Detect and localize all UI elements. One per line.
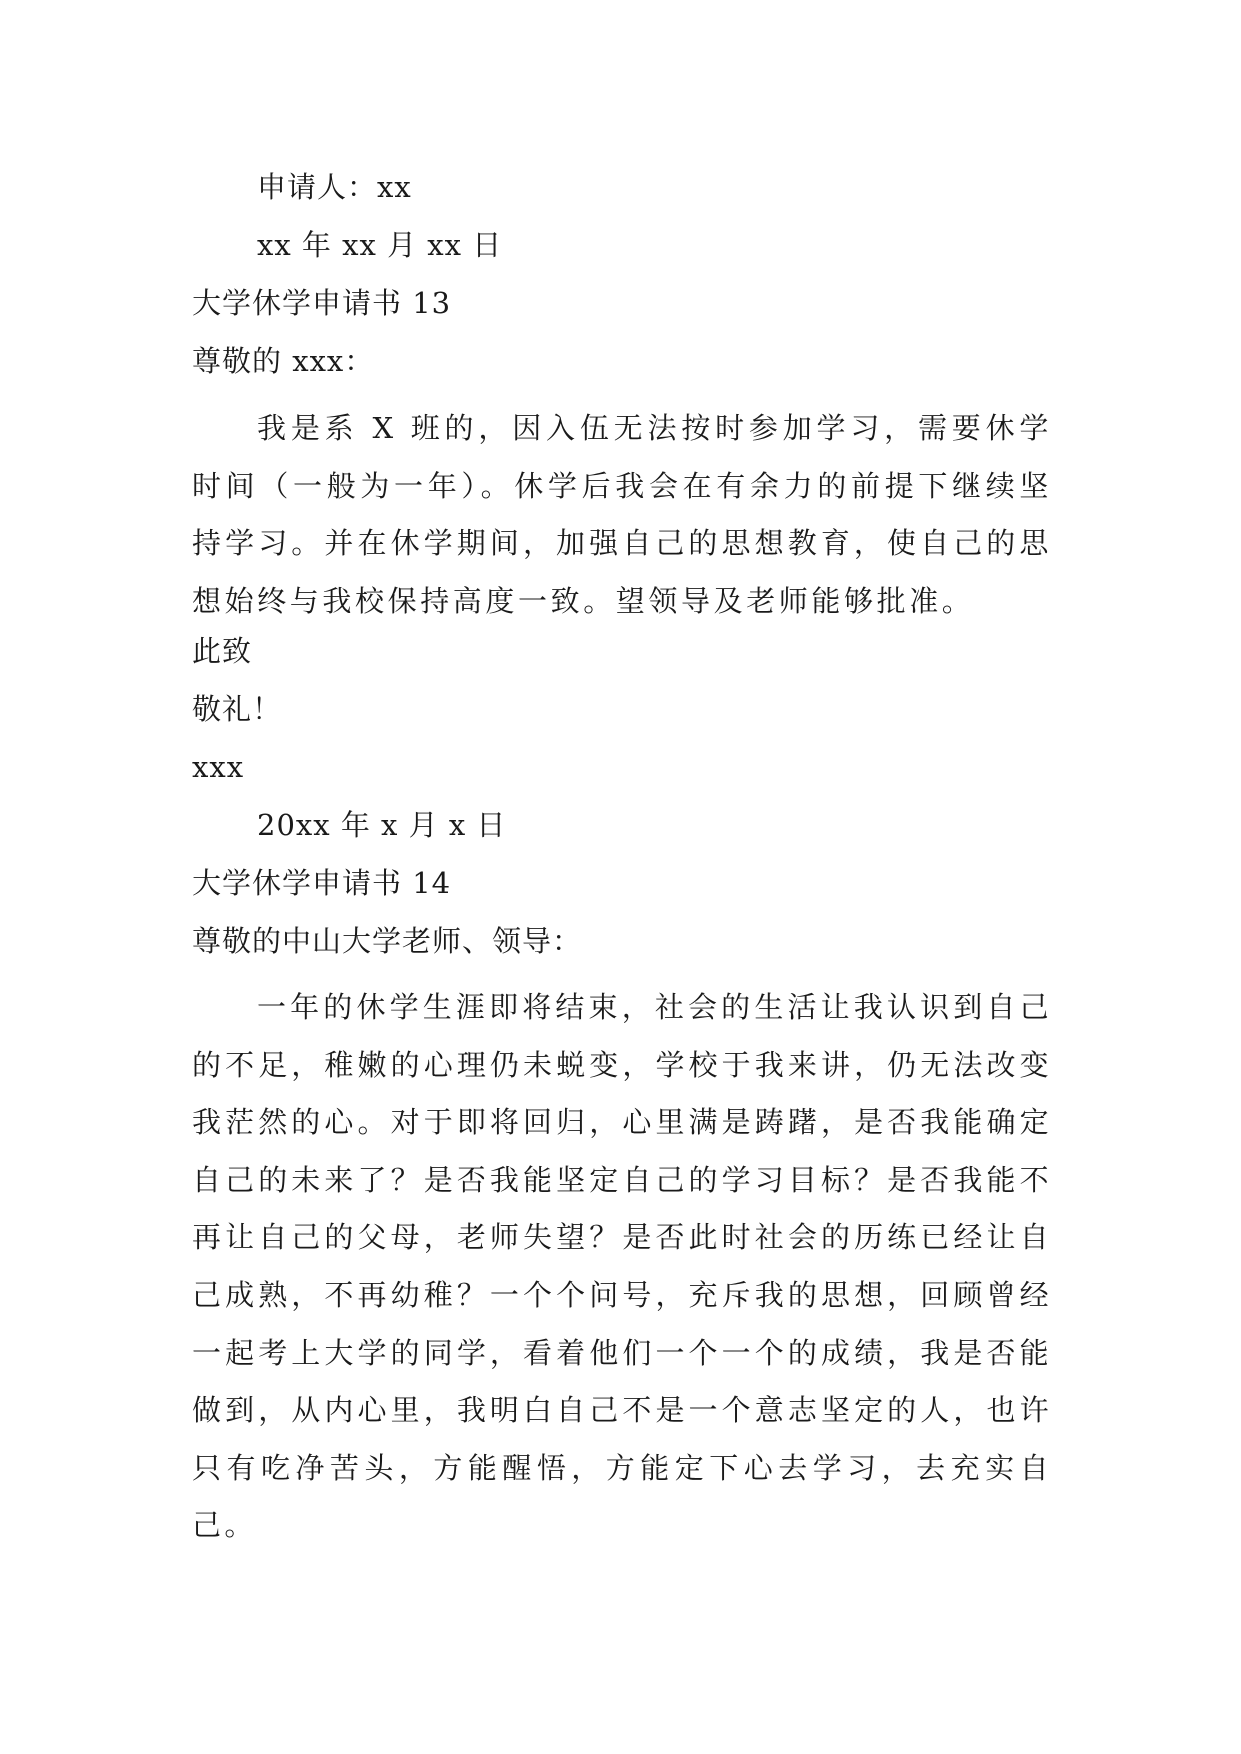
section-14-greeting: 尊敬的中山大学老师、领导： <box>192 924 583 958</box>
section-13-body: 我是系 X 班的，因入伍无法按时参加学习，需要休学时间（一般为一年）。休学后我会在有余力的前提下继续坚持学习。并在休学期间，加强自己的思想教育，使自己的思想始终与我校保持高度一致。望领导及老师能够批准。 <box>192 411 1052 618</box>
section-13-greeting: 尊敬的 xxx： <box>192 344 375 378</box>
section-14-body: 一年的休学生涯即将结束，社会的生活让我认识到自己的不足，稚嫩的心理仍未蜕变，学校于我来讲，仍无法改变我茫然的心。对于即将回归，心里满是踌躇，是否我能确定自己的未来了？是否我能坚定自己的学习目标？是否我能不再让自己的父母，老师失望？是否此时社会的历练已经让自己成熟，不再幼稚？一个个问号，充斥我的思想，回顾曾经一起考上大学的同学，看着他们一个一个的成绩，我是否能做到，从内心里，我明白自己不是一个意志坚定的人，也许只有吃净苦头，方能醒悟，方能定下心去学习，去充实自己。 <box>192 990 1052 1543</box>
section-13-signature: xxx <box>192 750 245 784</box>
header-date-line: xx 年 xx 月 xx 日 <box>257 228 503 262</box>
section-13-title: 大学休学申请书 13 <box>192 286 452 320</box>
section-13-closing-1: 此致 <box>192 634 253 668</box>
section-14-title: 大学休学申请书 14 <box>192 866 452 900</box>
applicant-line: 申请人：xx <box>257 170 412 204</box>
section-13-closing-2: 敬礼！ <box>192 692 283 726</box>
section-13-date: 20xx 年 x 月 x 日 <box>257 808 507 842</box>
